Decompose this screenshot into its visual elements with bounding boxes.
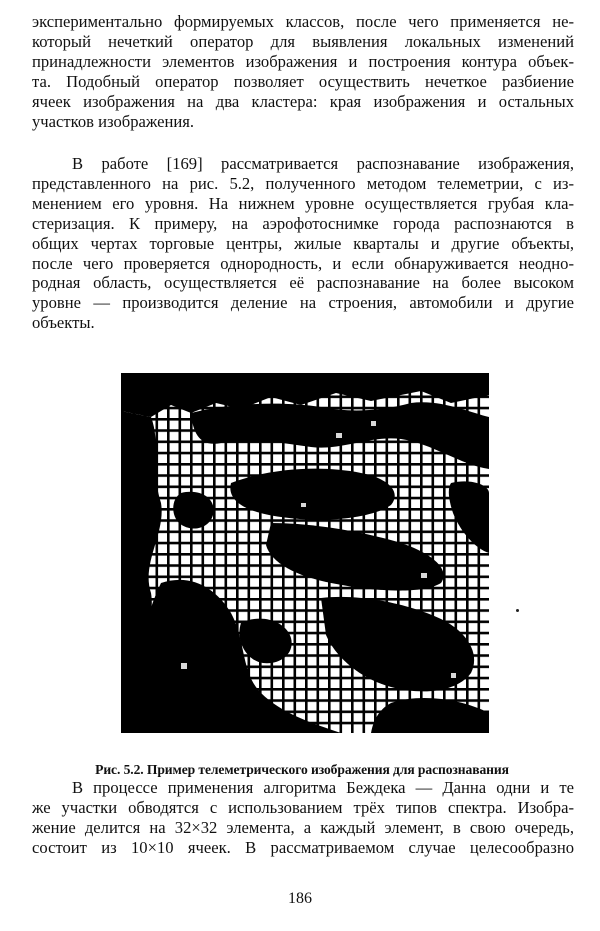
figure-caption: Рис. 5.2. Пример телеметрического изображения для распознавания (95, 762, 509, 777)
text-line: после чего проверяется однородность, и если обнаруживается неодно- (32, 253, 574, 273)
page-number: 186 (288, 890, 312, 907)
text-line: же участки обводятся с использованием трёх типов спектра. Изобра- (32, 797, 574, 817)
text-line: объекты. (32, 313, 95, 333)
text-line: родная область, осуществляется её распознавание на более высоком (32, 273, 574, 293)
paragraph-3 (32, 778, 574, 858)
text-line: состоит из 10×10 ячеек. В рассматриваемом случае целесообразно (32, 837, 574, 857)
paragraph-1 (32, 12, 574, 131)
text-line: уровне — производится деление на строения, автомобили и другие (32, 293, 574, 313)
text-line: В процессе применения алгоритма Беждека — Данна одни и те (72, 778, 574, 797)
text-line: общих чертах торговые центры, жилые кварталы и другие объекты, (32, 233, 574, 253)
scan-speck (516, 609, 519, 612)
telemetry-image (121, 373, 489, 733)
text-line: В работе [169] рассматривается распознавание изображения, (72, 154, 574, 173)
paragraph-2 (32, 154, 574, 333)
text-line: принадлежности элементов изображения и построения контура объек- (32, 51, 574, 71)
text-line: стеризация. К примеру, на аэрофотоснимке города распознаются в (32, 213, 574, 233)
text-line: ячеек изображения на два кластера: края изображения и остальных (32, 91, 574, 111)
text-line: участков изображения. (32, 111, 195, 131)
text-line: экспериментально формируемых классов, после чего применяется не- (32, 12, 574, 31)
telemetry-image-figure (121, 373, 489, 733)
text-line: та. Подобный оператор позволяет осуществить нечеткое разбиение (32, 71, 574, 91)
text-line: представленного на рис. 5.2, полученного методом телеметрии, с из- (32, 173, 574, 193)
text-line: который нечеткий оператор для выявления локальных изменений (32, 31, 574, 51)
text-line: жение делится на 32×32 элемента, а каждый элемент, в свою очередь, (32, 817, 574, 837)
text-line: менением его уровня. На нижнем уровне осуществляется грубая кла- (32, 193, 574, 213)
